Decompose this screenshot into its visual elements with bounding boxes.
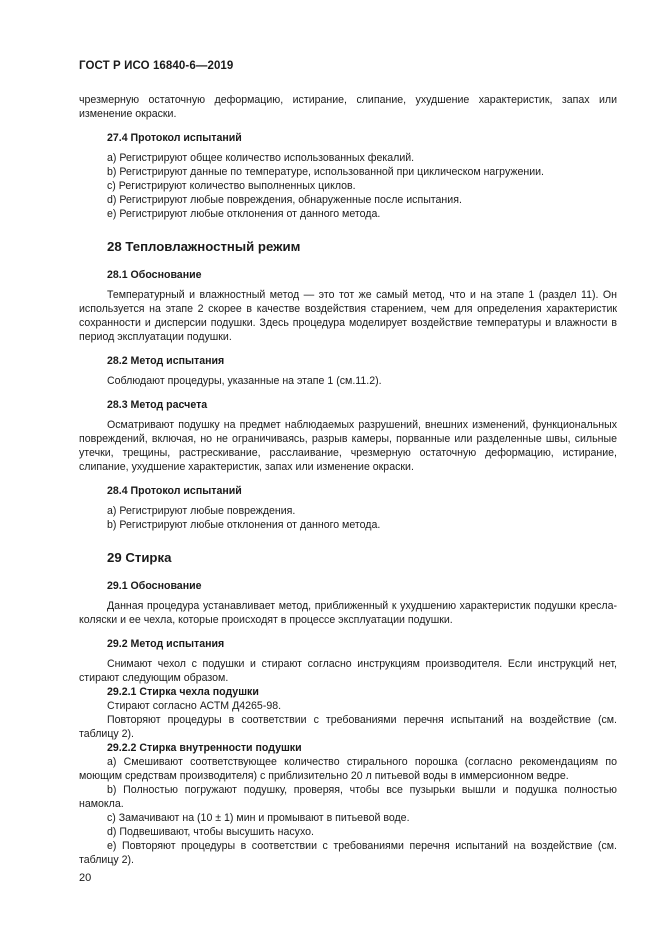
- list-item: b) Полностью погружают подушку, проверяя, чтобы все пузырьки вышли и подушка полностью намокла.: [79, 784, 617, 810]
- heading-28-3: 28.3 Метод расчета: [107, 399, 208, 411]
- list-item: a) Смешивают соответствующее количество стирального порошка (согласно рекомендациям по моющим средствам производителя) с приблизительно 20 л питьевой воды в иммерсионном ведре.: [79, 756, 617, 782]
- paragraph-28-3: Осматривают подушку на предмет наблюдаемых разрушений, внешних изменений, функциональных повреждений, включая, но не ограничиваясь, разрыв камеры, порванные или разделенные швы, сильные утечки, трещины, растрескивание, расслаивание, чрезмерную остаточную деформацию, истирание, слипание, ухудшение характеристик, запах или изменение окраски.: [79, 419, 617, 473]
- heading-29-1: 29.1 Обоснование: [107, 580, 202, 592]
- list-item: c) Замачивают на (10 ± 1) мин и промывают в питьевой воде.: [107, 812, 410, 824]
- list-item: c) Регистрируют количество выполненных циклов.: [107, 180, 356, 192]
- list-item: a) Регистрируют общее количество использованных фекалий.: [107, 152, 415, 164]
- page-number: 20: [79, 872, 92, 884]
- heading-29-2-1: 29.2.1 Стирка чехла подушки: [107, 686, 259, 698]
- paragraph-29-2-1-a: Стирают согласно АСТМ Д4265-98.: [107, 700, 282, 712]
- paragraph-29-2-1-b: Повторяют процедуры в соответствии с требованиями перечня испытаний на воздействие (см. таблицу 2).: [79, 714, 617, 740]
- list-item: d) Подвешивают, чтобы высушить насухо.: [107, 826, 314, 838]
- list-item: e) Регистрируют любые отклонения от данного метода.: [107, 208, 381, 220]
- heading-28-2: 28.2 Метод испытания: [107, 355, 225, 367]
- heading-28-4: 28.4 Протокол испытаний: [107, 485, 242, 497]
- document-header: ГОСТ Р ИСО 16840-6—2019: [79, 60, 234, 72]
- heading-27-4: 27.4 Протокол испытаний: [107, 132, 242, 144]
- list-item: b) Регистрируют данные по температуре, использованной при циклическом нагружении.: [107, 166, 544, 178]
- section-heading-29: 29 Стирка: [107, 550, 172, 565]
- list-item: d) Регистрируют любые повреждения, обнаруженные после испытания.: [107, 194, 462, 206]
- heading-29-2: 29.2 Метод испытания: [107, 638, 225, 650]
- list-item: a) Регистрируют любые повреждения.: [107, 505, 296, 517]
- paragraph-29-2: Снимают чехол с подушки и стирают согласно инструкциям производителя. Если инструкций нет, стирают следующим образом.: [79, 658, 617, 684]
- paragraph-29-1: Данная процедура устанавливает метод, приближенный к ухудшению характеристик подушки кресла-коляски и ее чехла, которые происходят в процессе эксплуатации подушки.: [79, 600, 617, 626]
- heading-29-2-2: 29.2.2 Стирка внутренности подушки: [107, 742, 302, 754]
- page-content: [79, 93, 617, 867]
- heading-28-1: 28.1 Обоснование: [107, 269, 202, 281]
- intro-paragraph: чрезмерную остаточную деформацию, истирание, слипание, ухудшение характеристик, запах или изменение окраски.: [79, 94, 617, 120]
- list-item: b) Регистрируют любые отклонения от данного метода.: [107, 519, 381, 531]
- list-item: e) Повторяют процедуры в соответствии с требованиями перечня испытаний на воздействие (см. таблицу 2).: [79, 840, 617, 866]
- paragraph-28-1: Температурный и влажностный метод — это тот же самый метод, что и на этапе 1 (раздел 11). Он используется на этапе 2 скорее в качестве воздействия старением, чем для определения характеристик сохранности и дисперсии подушки. Здесь процедура моделирует воздействие температуры и влажности в период эксплуатации подушки.: [79, 289, 617, 343]
- paragraph-28-2: Соблюдают процедуры, указанные на этапе 1 (см.11.2).: [107, 375, 382, 387]
- section-heading-28: 28 Тепловлажностный режим: [107, 239, 301, 254]
